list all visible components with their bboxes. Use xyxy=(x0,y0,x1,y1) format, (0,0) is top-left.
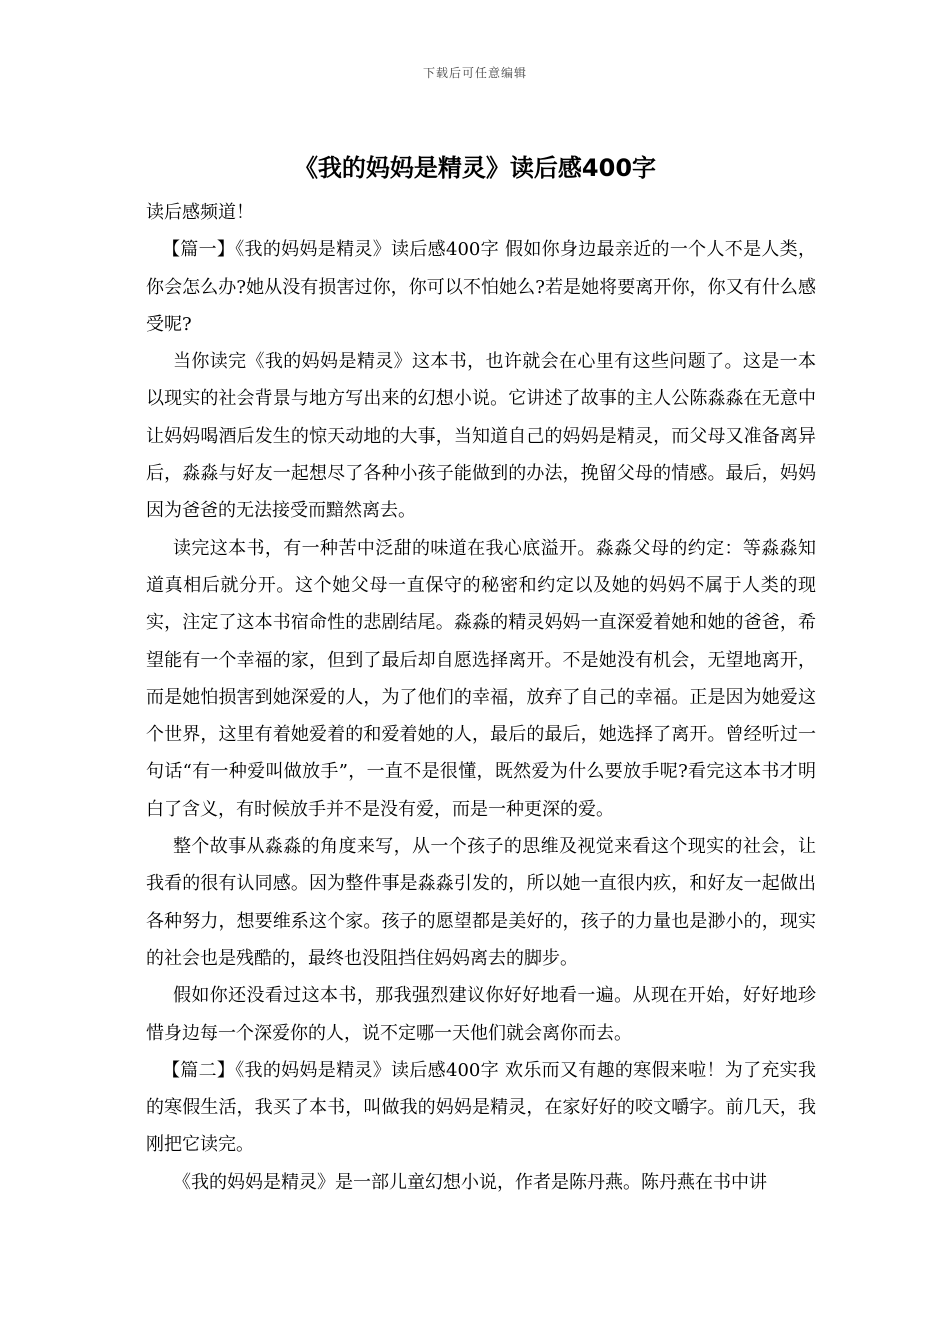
section-2-lead-text: 《我的妈妈是精灵》读后感400字 欢乐而又有趣的寒假来啦！为了充实我的寒假生活，我买了本书，叫做我的妈妈是精灵，在家好好的咬文嚼字。前几天，我刚把它读完。 xyxy=(146,1059,816,1156)
intro-line: 读后感频道！ xyxy=(146,202,254,223)
section-1-paragraph-2: 读完这本书，有一种苦中泛甜的味道在我心底溢开。淼淼父母的约定：等淼淼知道真相后就分开。这个她父母一直保守的秘密和约定以及她的妈妈不属于人类的现实，注定了这本书宿命性的悲剧结尾。淼淼的精灵妈妈一直深爱着她和她的爸爸，希望能有一个幸福的家，但到了最后却自愿选择离开。不是她没有机会，无望地离开，而是她怕损害到她深爱的人，为了他们的幸福，放弃了自己的幸福。正是因为她爱这个世界，这里有着她爱着的和爱着她的人，最后的最后，她选择了离开。曾经听过一句话“有一种爱叫做放手”，一直不是很懂，既然爱为什么要放手呢?看完这本书才明白了含义，有时候放手并不是没有爱，而是一种更深的爱。 xyxy=(146,537,816,820)
section-1-paragraph-3: 整个故事从淼淼的角度来写，从一个孩子的思维及视觉来看这个现实的社会，让我看的很有认同感。因为整件事是淼淼引发的，所以她一直很内疚，和好友一起做出各种努力，想要维系这个家。孩子的愿望都是美好的，孩子的力量也是渺小的，现实的社会也是残酷的，最终也没阻挡住妈妈离去的脚步。 xyxy=(146,836,816,969)
section-1-label: 【篇一】 xyxy=(162,239,236,261)
document-body xyxy=(146,194,816,1201)
section-2-paragraph-1: 《我的妈妈是精灵》是一部儿童幻想小说，作者是陈丹燕。陈丹燕在书中讲 xyxy=(173,1171,767,1193)
section-1-lead xyxy=(146,231,816,343)
document-title: 《我的妈妈是精灵》读后感400字 xyxy=(293,154,657,182)
section-2-lead xyxy=(146,1052,816,1164)
section-1-lead-text: 《我的妈妈是精灵》读后感400字 假如你身边最亲近的一个人不是人类，你会怎么办?她从没有损害过你，你可以不怕她么?若是她将要离开你，你又有什么感受呢? xyxy=(146,239,816,335)
page-header-note: 下载后可任意编辑 xyxy=(422,66,527,80)
section-1-paragraph-4: 假如你还没看过这本书，那我强烈建议你好好地看一遍。从现在开始，好好地珍惜身边每一个深爱你的人，说不定哪一天他们就会离你而去。 xyxy=(146,985,816,1044)
section-2-label: 【篇二】 xyxy=(162,1059,236,1081)
section-1-paragraph-1: 当你读完《我的妈妈是精灵》这本书，也许就会在心里有这些问题了。这是一本以现实的社会背景与地方写出来的幻想小说。它讲述了故事的主人公陈淼淼在无意中让妈妈喝酒后发生的惊天动地的大事，当知道自己的妈妈是精灵，而父母又准备离异后，淼淼与好友一起想尽了各种小孩子能做到的办法，挽留父母的情感。最后，妈妈因为爸爸的无法接受而黯然离去。 xyxy=(146,351,816,522)
